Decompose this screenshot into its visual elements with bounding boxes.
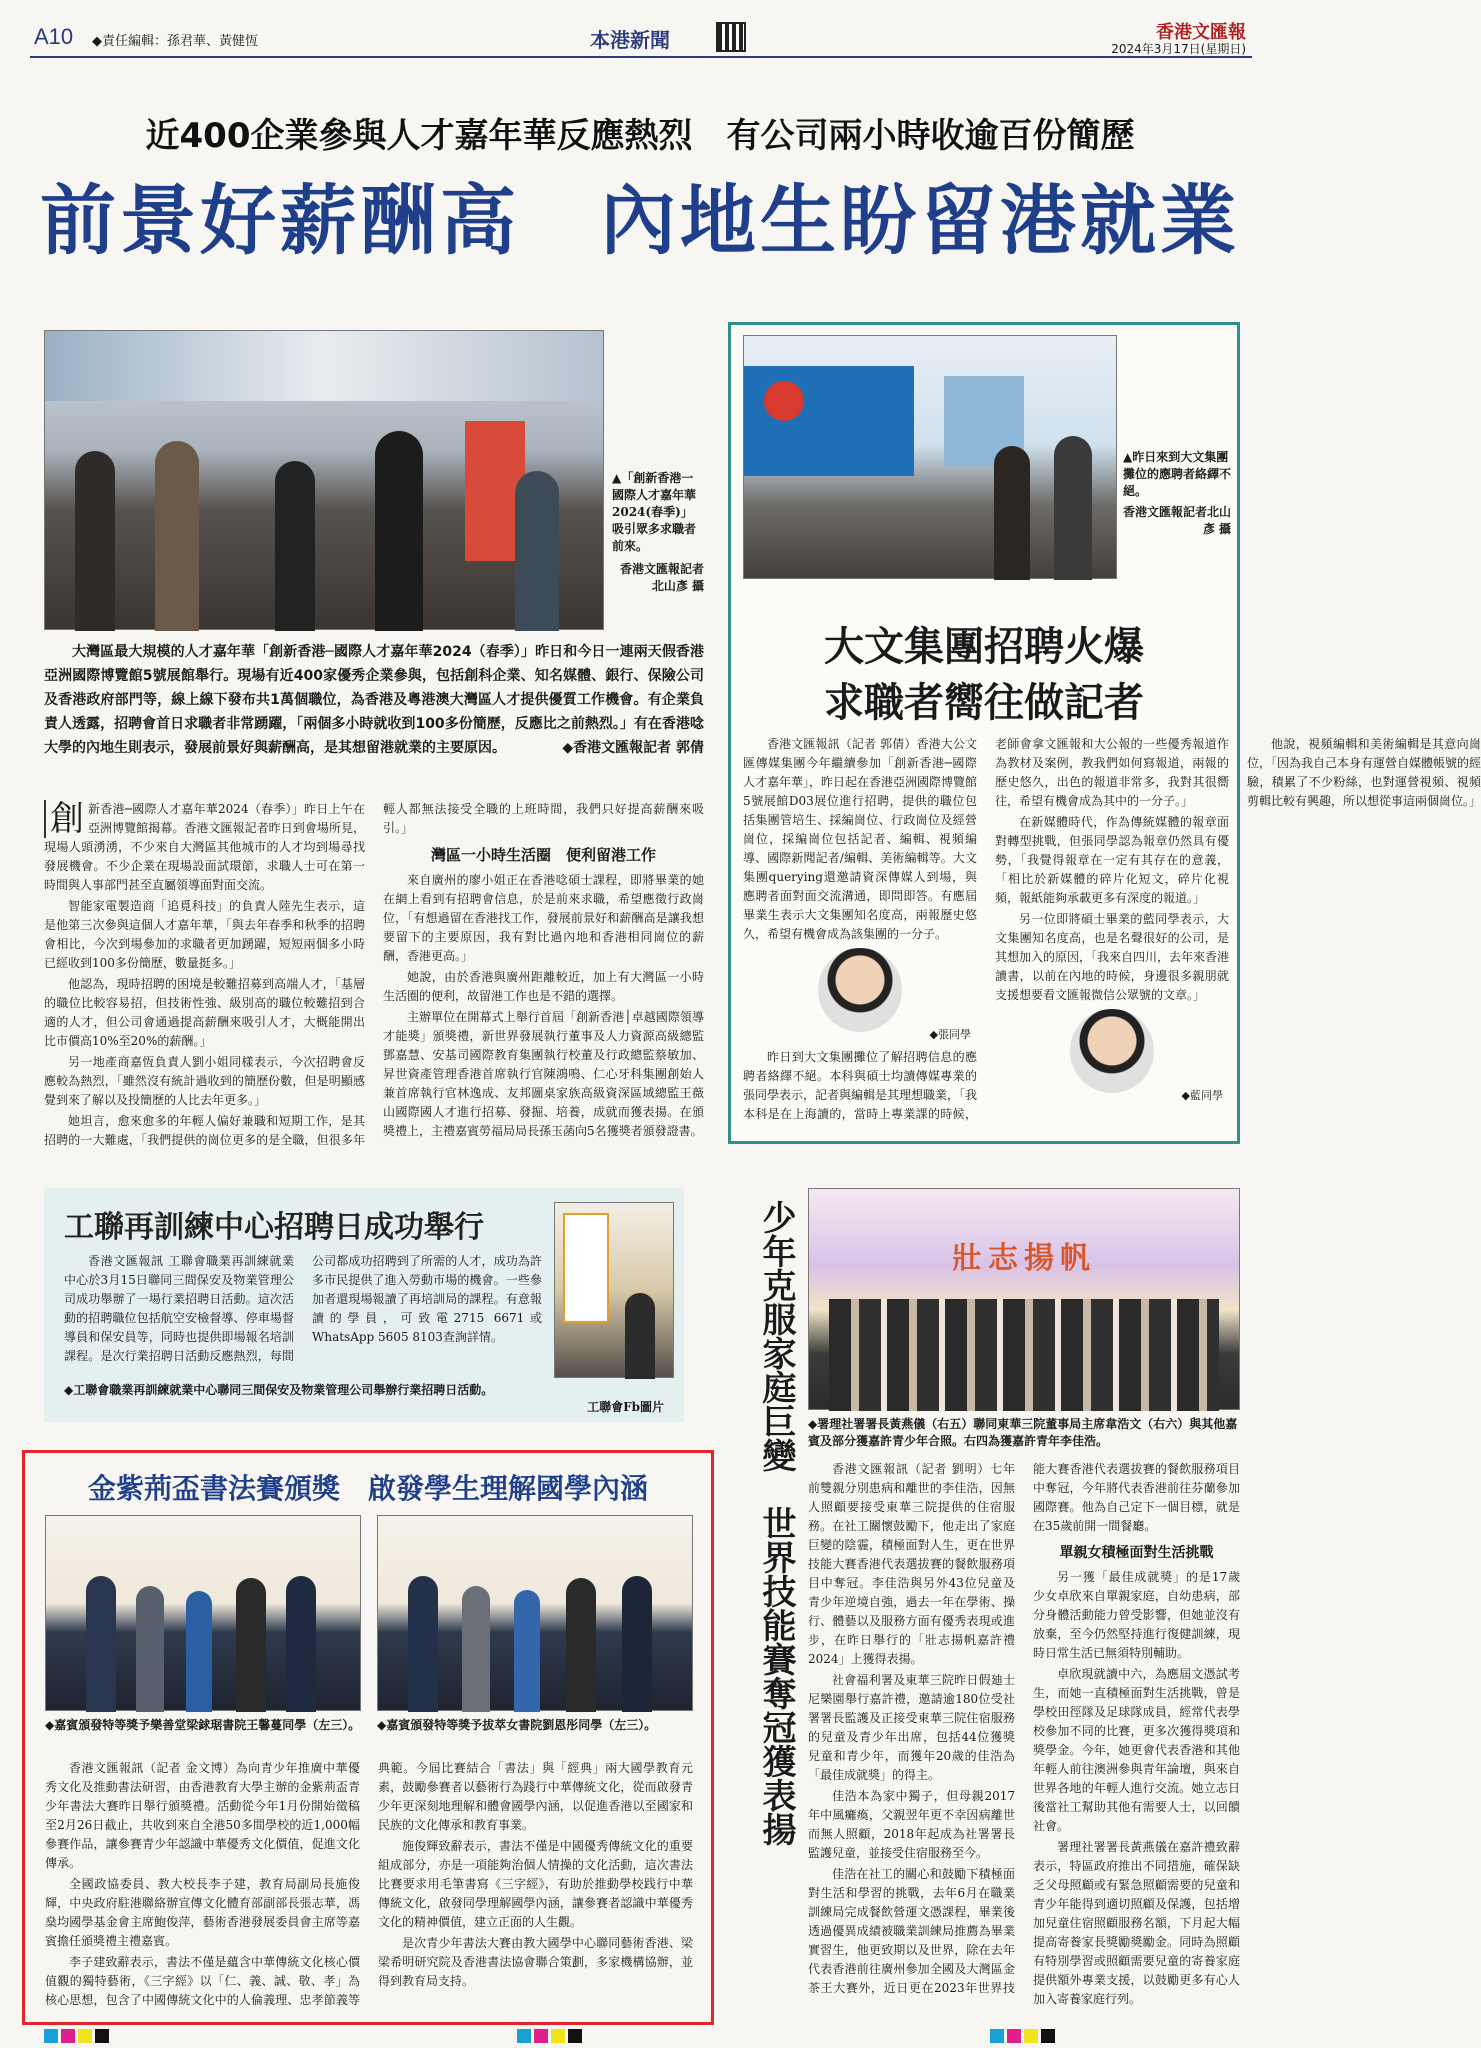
gonglian-headline: 工聯再訓練中心招聘日成功舉行 (64, 1210, 484, 1245)
calligraphy-box (22, 1450, 714, 2025)
gonglian-caption: ◆工聯會職業再訓練就業中心聯同三間保安及物業管理公司舉辦行業招聘日活動。 工聯會Fb圖片 (64, 1383, 664, 1414)
photo1-caption: ▲「創新香港一國際人才嘉年華2024(春季)」吸引眾多求職者前來。 香港文匯報記者北山彥 攝 (612, 471, 704, 593)
qr-code-icon (716, 22, 746, 52)
paper-logo: 香港文匯報 (1156, 22, 1246, 43)
page-number: A10 (34, 24, 74, 49)
youth-vertical-headline: 少年克服家庭巨變 世界技能賽奪冠獲表揚 (756, 1200, 796, 1846)
issue-date: 2024年3月17日(星期日) (1111, 42, 1246, 56)
dawen-booth-photo (743, 335, 1117, 579)
drop-cap: 創 (44, 800, 84, 838)
lede-paragraph: 大灣區最大規模的人才嘉年華「創新香港─國際人才嘉年華2024（春季）」昨日和今日一連兩天假香港亞洲國際博覽館5號展館舉行。現場有近400家優秀企業參與，包括創科企業、知名媒體、銀行、保險公司及香港政府部門等，線上線下發布共1萬個職位，為香港及粵港澳大灣區人才提供優質工作機會。有企業負責人透露，招聘會首日求職者非常踴躍，「兩個多小時就收到100多份簡歷，反應比之前熱烈。」有在香港唸大學的內地生則表示，發展前景好與薪酬高，是其想留港就業的主要原因。 ◆香港文匯報記者 郭倩 (44, 640, 704, 760)
youth-award-photo (808, 1188, 1240, 1410)
dawen-box (728, 322, 1481, 1144)
print-color-bar (44, 2028, 1244, 2047)
calligraphy-caption-2: ◆嘉賓頒發特等獎予拔萃女書院劉恩彤同學（左三）。 (377, 1718, 657, 1732)
section-name: 本港新聞 (590, 28, 670, 52)
youth-caption: ◆署理社署署長黃燕儀（右五）聯同東華三院董事局主席韋浩文（右六）與其他嘉賓及部分獲嘉許青少年合照。右四為獲嘉許青年李佳浩。 (808, 1417, 1238, 1448)
masthead-bar (30, 18, 1252, 58)
calligraphy-photo-2 (377, 1515, 693, 1711)
calligraphy-headline: 金紫荊盃書法賽頒獎 啟發學生理解國學內涵 (87, 1472, 648, 1505)
byline: ◆香港文匯報記者 郭倩 (562, 740, 704, 756)
editor-credit: ◆責任編輯：孫君華、黃健恆 (92, 34, 258, 49)
portrait-zhang: ◆張同學 (743, 948, 977, 1044)
youth-subhead: 單親女積極面對生活挑戰 (1059, 1545, 1214, 1561)
gonglian-photo (554, 1202, 674, 1378)
dawen-body: 香港文匯報訊（記者 郭倩）香港大公文匯傳媒集團今年繼續參加「創新香港─國際人才嘉年華」，昨日起在香港亞洲國際博覽館5號展館D03展位進行招聘，提供的職位包括集團管培生、採編崗位、行政崗位及經營崗位，採編崗位包括記者、編輯、視頻編導、國際新聞記者/編輯、美術編輯等。大文集團querying還邀請資深傳媒人到場，與應聘者面對面交流溝通，即問即答。有應屆畢業生表示大文集團知名度高，兩報歷史悠久，希望有機會成為該集團的一分子。 ◆張同學 昨日到大文集團攤位了解招聘信息的應聘者絡繹不絕。本科與碩士均讀傳媒專業的張同學表示，記者與編輯是其理想職業，「我本科是在上海讀的，當時上專業課的時候，老師會拿文匯報和大公報的一些優秀報道作為教材及案例，教我們如何寫報道，兩報的歷史悠久，出色的報道非常多，我對其很嚮往，希望有機會成為其中的一分子。」 在新媒體時代，作為傳統媒體的報章面對轉型挑戰，但張同學認為報章仍然具有優勢，「我覺得報章在一定有其存在的意義，「相比於新媒體的碎片化短文，碎片化視頻，報紙能夠承載更多有深度的報道。」 另一位即將碩士畢業的藍同學表示，大文集團知名度高，也是名聲很好的公司，是其想加入的原因，「我來自四川，去年來香港讀書，以前在內地的時候，身邊很多親朋就支援想要看文匯報微信公眾號的文章。」 ◆藍同學 他說，視頻編輯和美術編輯是其意向崗位，「因為我自己本身有運營自媒體帳號的經驗，積累了不少粉絲，也對運營視頻、視頻剪輯比較有興趣，所以想從事這兩個崗位。」 (743, 737, 1481, 1121)
main-article-body: 創 新香港─國際人才嘉年華2024（春季）」昨日上午在亞洲博覽館揭幕。香港文匯報記者昨日到會場所見，現場人頭湧湧，不少來自大灣區其他城市的人才均到場尋找發展機會。不少企業在現場設面試環節，求職人士可在第一時間與人事部門甚至直屬領導面對面交流。 智能家電製造商「追覓科技」的負責人陸先生表示，這是他第三次參與這個人才嘉年華，「與去年春季和秋季的招聘會相比，今次到場參加的求職者更加踴躍，短短兩個多小時已經收到100多份簡歷，數量挺多。」 他認為，現時招聘的困境是較難招募到高端人才，「基層的職位比較容易招，但技術性強、級別高的職位較難招到合適的人才，但公司會通過提高薪酬來吸引人才，大概能開出比市價高10%至20%的薪酬。」 另一地產商嘉恆負責人劉小姐同樣表示，今次招聘會反應較為熱烈，「雖然沒有統計過收到的簡歷份數，但是明顯感覺到來了解以及投簡歷的人比去年更多。」 她坦言，愈來愈多的年輕人偏好兼職和短期工作，是其招聘的一大難處，「我們提供的崗位更多的是全職，但很多年輕人都無法接受全職的上班時間，我們只好提高薪酬來吸引。」 灣區一小時生活圈 便利留港工作 來自廣州的廖小姐正在香港唸碩士課程，即將畢業的她在網上看到有招聘會信息，於是前來求職，希望應徵行政崗位，「有想過留在香港找工作，發展前景好和薪酬高是讓我想要留下的主要原因，我有對比過內地和香港相同崗位的薪酬，香港更高。」 她說，由於香港與廣州距離較近，加上有大灣區一小時生活圈的便利，故留港工作也是不錯的選擇。 主辦單位在開幕式上舉行首屆「創新香港│卓越國際領導才能獎」頒獎禮，新世界發展執行董事及人力資源高級總監鄧嘉慧、安基司國際教育集團執行校董及行政總監蔡敏加、昇世資產管理香港首席執行官陳鴻鳴、仁心牙科集團創始人兼首席執行官林逸成、友邦圖桌家族高級資深區域總監王薇山國際國人才進行招募、發掘、培養，成就而獲表揚。在頒獎禮上，主禮嘉賓勞福局局長孫玉菡向5名獲獎者頒發證書。 (44, 799, 704, 1147)
job-fair-photo (44, 330, 604, 630)
award-banner-text: 壯志揚帆 (952, 1241, 1096, 1276)
calligraphy-body: 香港文匯報訊（記者 金文博）為向青少年推廣中華優秀文化及推動書法研習，由香港教育大學主辦的金紫荊盃青少年書法大賽昨日舉行頒獎禮。活動從今年1月份開始徵稿至2月26日截止，共收到來自全港50多間學校的近1,000幅參賽作品，讓參賽青少年認識中華優秀文化價值，促進文化傳承。 全國政協委員、教大校長李子建，教育局副局長施俊輝，中央政府駐港聯絡辦宣傳文化體育部副部長張志華，馮燊均國學基金會主席鮑俊萍，藝術香港發展委員會主席等嘉賓擔任頒獎禮主禮嘉賓。 李子建致辭表示，書法不僅是蘊含中華傳統文化核心價值觀的獨特藝術，《三字經》以「仁、義、誠、敬、孝」為核心思想，包含了中國傳統文化中的人倫義理、忠孝節義等典範。今屆比賽結合「書法」與「經典」兩大國學教育元素，鼓勵參賽者以藝術行為踐行中華傳統文化，從而啟發青少年更深刻地理解和體會國學內涵，以促進香港以至國家和民族的文化傳承和教育事業。 施俊輝致辭表示，書法不僅是中國優秀傳統文化的重要組成部分，亦是一項能夠治個人情操的文化活動，這次書法比賽要求用毛筆書寫《三字經》，有助於推動學校践行中華傳統文化，啟發同學理解國學內涵，讓參賽者認識中華優秀文化的精神價值，建立正面的人生觀。 是次青少年書法大賽由教大國學中心聯同藝術香港、梁梁希明研究院及香港書法協會聯合策劃，多家機構協辦，並得到教育局支持。 (45, 1761, 693, 2007)
dawen-headline-2: 求職者嚮往做記者 (824, 680, 1144, 726)
subhead: 灣區一小時生活圈 便利留港工作 (430, 846, 656, 864)
dawen-photo-caption: ▲昨日來到大文集團攤位的應聘者絡繹不絕。 香港文匯報記者北山彥 攝 (1123, 450, 1232, 536)
dawen-headline-1: 大文集團招聘火爆 (824, 624, 1144, 670)
youth-body: 香港文匯報訊（記者 劉明）七年前雙親分別患病和離世的李佳浩，因無人照顧要接受東華三院提供的住宿服務。在社工關懷鼓勵下，他走出了家庭巨變的陰霾，積極面對人生，更在世界技能大賽香港代表選拔賽的餐飲服務項目中奪冠。李佳浩與另外43位兒童及青少年逆境自強，過去一年在學術、操行、體藝以及服務方面有優秀表現或進步，在昨日舉行的「壯志揚帆嘉許禮2024」上獲得表揚。 社會福利署及東華三院昨日假廸士尼樂園舉行嘉許禮，邀請逾180位受社署署長監護及正接受東華三院住宿服務的兒童及青少年出席，包括44位獲獎兒童和青少年，而獲年20歲的佳浩為「最佳成就獎」的得主。 佳浩本為家中獨子，但母親2017年中風癱瘓，父親翌年更不幸因病離世而無人照顧，2018年起成為社署署長監護兒童，並接受住宿服務至今。 佳浩在社工的關心和鼓勵下積極面對生活和學習的挑戰，去年6月在職業訓練局完成餐飲營運文憑課程，畢業後透過優異成績被職業訓練局推薦為畢業實習生，他更致期以及世界，除在去年代表香港前往廣州參加全國及大灣區金茶王大賽外，近日更在2023年世界技能大賽香港代表選拔賽的餐飲服務項目中奪冠，今年將代表香港前往芬蘭參加國際賽。他為自己定下一個目標，就是在35歲前開一間餐廳。 單親女積極面對生活挑戰 另一獲「最佳成就獎」的是17歲少女卓欣來自單親家庭，自幼患病，部分身體活動能力曾受影響，但她並沒有放棄，至今仍然堅持進行復健訓練，現時日常生活已無須特別輔助。 卓欣現就讀中六，為應屆文憑試考生，而她一直積極面對生活挑戰，曾是學校田徑隊及足球隊成員，經常代表學校參加不同的比賽，更多次獲得獎項和獎學金。今年，她更會代表香港和其他年輕人前往澳洲參與青年論壇，與來自世界各地的年輕人進行交流。她立志日後當社工幫助其他有需要人士，以回饋社會。 署理社署署長黃燕儀在嘉許禮致辭表示，特區政府推出不同措施，確保缺乏父母照顧或有緊急照顧需要的兒童和青少年能得到適切照顧及保護，包括增加兒童住宿照顧服務名額，下月起大幅提高寄養家長獎勵獎勵金。同時為照顧有特別學習或照顧需要兒童的寄養家庭提供額外專業支援，以鼓勵更多有心人加入寄養家庭行列。 (808, 1462, 1240, 2006)
gonglian-box (44, 1188, 684, 1422)
portrait-lan: ◆藍同學 (995, 1009, 1229, 1105)
main-headline: 前景好薪酬高 內地生盼留港就業 (40, 176, 1240, 265)
gonglian-text: 香港文匯報訊 工聯會職業再訓練就業中心於3月15日聯同三間保安及物業管理公司成功舉辦了一場行業招聘日活動。這次活動的招聘職位包括航空安檢督導、停車場督導員和保安員等，同時也提供即場報名培訓課程。是次行業招聘日活動反應熱烈，每間公司都成功招聘到了所需的人才，成功為許多市民提供了進入勞動市場的機會。一些參加者還現場報讀了再培訓局的課程。有意報讀的學員，可致電2715 6671或WhatsApp 5605 8103查詢詳情。 (64, 1254, 542, 1363)
calligraphy-photo-1 (45, 1515, 361, 1711)
main-kicker: 近400企業參與人才嘉年華反應熱烈 有公司兩小時收逾百份簡歷 (145, 116, 1135, 156)
calligraphy-caption-1: ◆嘉賓頒發特等獎予樂善堂梁銶琚書院王馨蔓同學（左三）。 (45, 1718, 361, 1732)
